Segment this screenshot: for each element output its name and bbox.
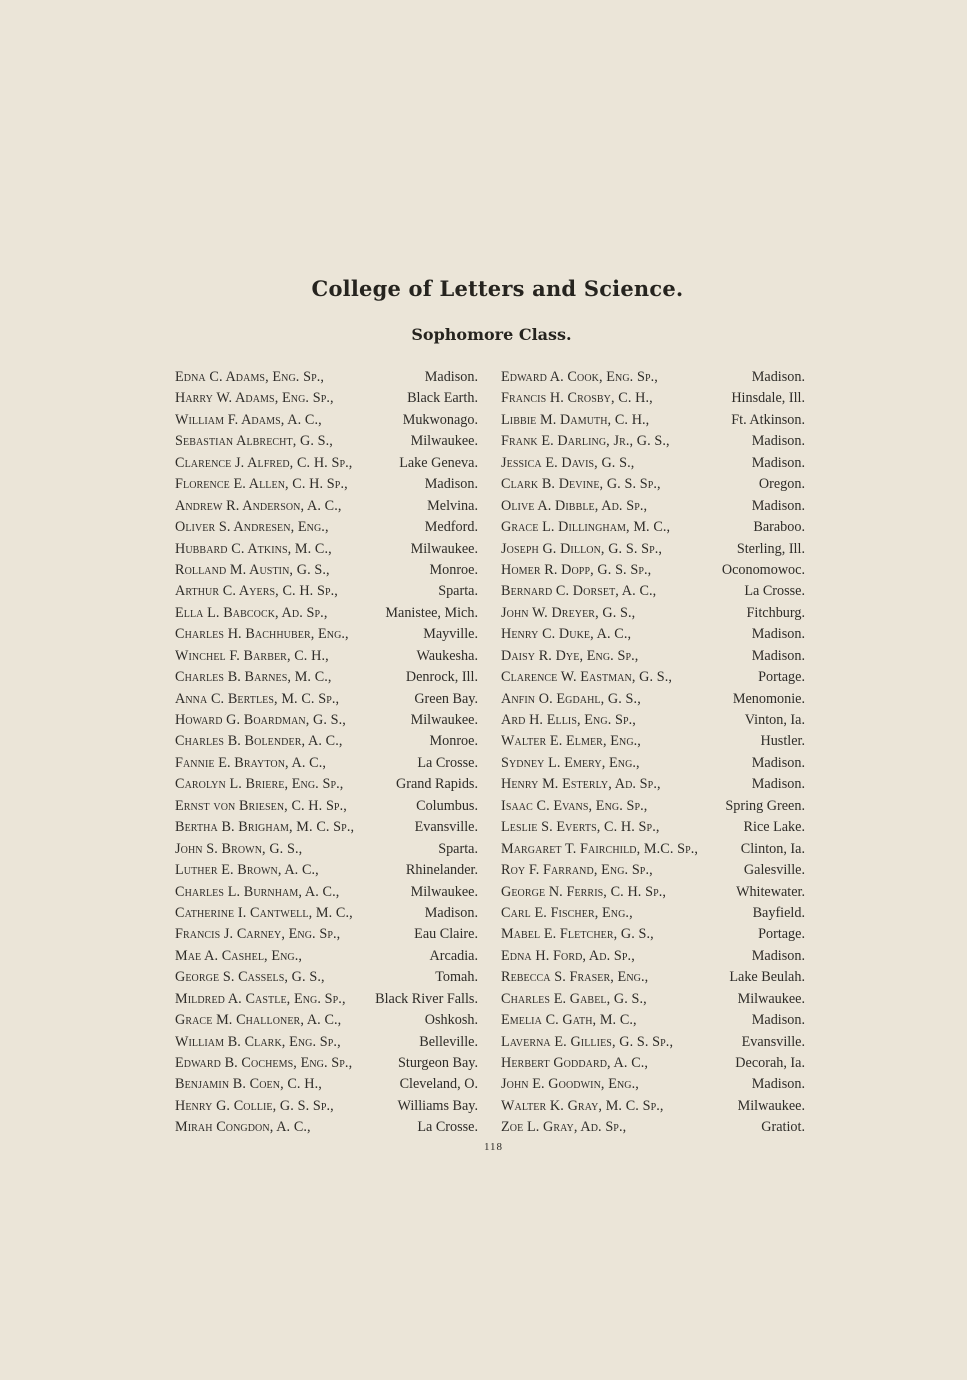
hometown: Evansville. <box>741 1033 805 1050</box>
roster-entry <box>501 903 805 924</box>
student-name: George S. Cassels, G. S., <box>175 969 325 986</box>
hometown: Vinton, Ia. <box>744 712 805 728</box>
student-name: Florence E. Allen, C. H. Sp., <box>175 476 348 493</box>
student-name: Sebastian Albrecht, G. S., <box>175 433 333 450</box>
student-name: Arthur C. Ayers, C. H. Sp., <box>175 583 338 600</box>
student-name: Henry G. Collie, G. S. Sp., <box>175 1097 334 1114</box>
hometown: Galesville. <box>743 862 805 879</box>
hometown: Madison. <box>751 626 805 643</box>
roster-entry <box>501 967 805 988</box>
roster-entry <box>501 431 805 452</box>
roster-entry <box>501 539 805 560</box>
hometown: Gratiot. <box>761 1119 805 1136</box>
hometown: Milwaukee. <box>410 433 478 450</box>
hometown: Denrock, Ill. <box>405 669 478 686</box>
hometown: Madison. <box>751 454 805 471</box>
hometown: Portage. <box>758 926 805 943</box>
student-name: John S. Brown, G. S., <box>175 840 303 857</box>
roster-entry <box>175 839 478 860</box>
student-name: Herbert Goddard, A. C., <box>501 1055 649 1071</box>
hometown: Spring Green. <box>725 797 805 814</box>
hometown: Portage. <box>758 669 805 686</box>
student-name: Ella L. Babcock, Ad. Sp., <box>175 604 328 621</box>
hometown: Milwaukee. <box>410 712 478 728</box>
student-name: Clarence J. Alfred, C. H. Sp., <box>175 454 353 471</box>
student-name: Joseph G. Dillon, G. S. Sp., <box>501 540 663 557</box>
roster-entry <box>175 517 478 538</box>
roster-entry <box>175 860 478 881</box>
student-name: Benjamin B. Coen, C. H., <box>175 1076 322 1093</box>
student-name: William B. Clark, Eng. Sp., <box>175 1033 341 1050</box>
hometown: Madison. <box>751 776 805 793</box>
roster-entry <box>501 667 805 688</box>
left-roster-column <box>175 367 478 1139</box>
roster-entry <box>175 903 478 924</box>
student-name: Ernst von Briesen, C. H. Sp., <box>175 797 347 814</box>
student-name: Clark B. Devine, G. S. Sp., <box>501 476 661 493</box>
roster-entry <box>501 453 805 474</box>
student-name: Henry M. Esterly, Ad. Sp., <box>501 776 661 793</box>
student-name: Charles L. Burnham, A. C., <box>175 883 340 900</box>
student-name: Edna C. Adams, Eng. Sp., <box>175 369 325 385</box>
roster-entry <box>175 689 478 710</box>
student-name: Charles E. Gabel, G. S., <box>501 990 647 1007</box>
student-name: Daisy R. Dye, Eng. Sp., <box>501 647 639 664</box>
roster-entry <box>501 1117 805 1138</box>
roster-entry <box>175 367 478 388</box>
roster-entry <box>175 882 478 903</box>
hometown: Milwaukee. <box>410 883 478 900</box>
hometown: Black Earth. <box>407 390 478 407</box>
student-name: Clarence W. Eastman, G. S., <box>501 669 673 686</box>
roster-entry <box>175 410 478 431</box>
roster-entry <box>175 710 478 731</box>
hometown: Milwaukee. <box>410 540 478 557</box>
student-name: Margaret T. Fairchild, M.C. Sp., <box>501 840 699 857</box>
roster-entry <box>175 817 478 838</box>
roster-entry <box>175 388 478 409</box>
hometown: Milwaukee. <box>737 1097 805 1114</box>
hometown: Milwaukee. <box>737 990 805 1007</box>
roster-entry <box>175 453 478 474</box>
student-name: Henry C. Duke, A. C., <box>501 626 632 643</box>
student-name: Howard G. Boardman, G. S., <box>175 712 346 728</box>
hometown: Monroe. <box>429 733 478 750</box>
roster-entry <box>175 646 478 667</box>
hometown: Madison. <box>751 433 805 450</box>
student-name: John E. Goodwin, Eng., <box>501 1076 639 1093</box>
hometown: Madison. <box>424 476 478 493</box>
hometown: Clinton, Ia. <box>740 840 805 857</box>
hometown: Ft. Atkinson. <box>731 411 805 428</box>
student-name: Bernard C. Dorset, A. C., <box>501 583 657 600</box>
student-name: Luther E. Brown, A. C., <box>175 862 319 879</box>
hometown: Madison. <box>751 497 805 514</box>
student-name: Roy F. Farrand, Eng. Sp., <box>501 862 653 879</box>
hometown: Oshkosh. <box>424 1012 478 1029</box>
hometown: Mayville. <box>423 626 478 643</box>
roster-entry <box>175 796 478 817</box>
student-name: William F. Adams, A. C., <box>175 411 322 428</box>
hometown: Sparta. <box>438 840 478 857</box>
roster-entry <box>175 560 478 581</box>
hometown: Monroe. <box>429 561 478 578</box>
student-name: Mirah Congdon, A. C., <box>175 1119 311 1136</box>
student-name: Mae A. Cashel, Eng., <box>175 947 303 964</box>
student-name: Edna H. Ford, Ad. Sp., <box>501 947 635 964</box>
page-number: 118 <box>483 1141 504 1153</box>
roster-entry <box>501 882 805 903</box>
roster-entry <box>501 474 805 495</box>
hometown: La Crosse. <box>417 754 478 771</box>
roster-entry <box>501 731 805 752</box>
student-name: Fannie E. Brayton, A. C., <box>175 754 327 771</box>
student-name: George N. Ferris, C. H. Sp., <box>501 883 667 900</box>
roster-entry <box>175 667 478 688</box>
hometown: Sterling, Ill. <box>736 540 805 557</box>
roster-entry <box>501 1074 805 1095</box>
student-name: Catherine I. Cantwell, M. C., <box>175 904 353 921</box>
hometown: Manistee, Mich. <box>385 604 478 621</box>
roster-entry <box>175 1096 478 1117</box>
student-name: Bertha B. Brigham, M. C. Sp., <box>175 819 355 836</box>
student-name: Emelia C. Gath, M. C., <box>501 1012 637 1029</box>
roster-entry <box>175 496 478 517</box>
roster-entry <box>175 1010 478 1031</box>
roster-entry <box>501 367 805 388</box>
roster-entry <box>501 839 805 860</box>
hometown: Madison. <box>751 647 805 664</box>
hometown: Madison. <box>424 369 478 385</box>
hometown: Medford. <box>424 519 478 536</box>
roster-entry <box>501 689 805 710</box>
student-name: Libbie M. Damuth, C. H., <box>501 411 650 428</box>
student-name: Carl E. Fischer, Eng., <box>501 904 633 921</box>
hometown: Madison. <box>424 904 478 921</box>
hometown: Fitchburg. <box>746 604 805 621</box>
hometown: Melvina. <box>427 497 478 514</box>
roster-entry <box>175 603 478 624</box>
hometown: Madison. <box>751 754 805 771</box>
roster-entry <box>501 924 805 945</box>
roster-entry <box>175 539 478 560</box>
roster-entry <box>175 624 478 645</box>
roster-entry <box>501 753 805 774</box>
student-name: Laverna E. Gillies, G. S. Sp., <box>501 1033 674 1050</box>
hometown: Columbus. <box>416 797 478 814</box>
student-name: Walter K. Gray, M. C. Sp., <box>501 1097 664 1114</box>
student-name: Charles B. Barnes, M. C., <box>175 669 332 686</box>
hometown: Lake Geneva. <box>399 454 478 471</box>
student-name: Francis J. Carney, Eng. Sp., <box>175 926 341 943</box>
hometown: Rhinelander. <box>405 862 478 879</box>
roster-entry <box>175 1032 478 1053</box>
hometown: Black River Falls. <box>375 990 478 1007</box>
student-name: Grace L. Dillingham, M. C., <box>501 519 671 536</box>
roster-entry <box>175 946 478 967</box>
roster-entry <box>175 967 478 988</box>
hometown: Whitewater. <box>736 883 805 900</box>
page-title: College of Letters and Science. <box>311 276 684 301</box>
roster-entry <box>501 989 805 1010</box>
student-name: Zoe L. Gray, Ad. Sp., <box>501 1119 627 1136</box>
student-name: Frank E. Darling, Jr., G. S., <box>501 433 670 450</box>
roster-entry <box>175 431 478 452</box>
student-name: Anna C. Bertles, M. C. Sp., <box>175 690 340 707</box>
roster-entry <box>501 581 805 602</box>
student-name: Olive A. Dibble, Ad. Sp., <box>501 497 648 514</box>
student-name: Harry W. Adams, Eng. Sp., <box>175 390 334 407</box>
hometown: Sturgeon Bay. <box>398 1055 478 1071</box>
student-name: Andrew R. Anderson, A. C., <box>175 497 342 514</box>
student-name: Rebecca S. Fraser, Eng., <box>501 969 649 986</box>
roster-entry <box>501 496 805 517</box>
student-name: Anfin O. Egdahl, G. S., <box>501 690 641 707</box>
roster-entry <box>175 581 478 602</box>
student-name: Homer R. Dopp, G. S. Sp., <box>501 561 652 578</box>
student-name: Mabel E. Fletcher, G. S., <box>501 926 654 943</box>
roster-entry <box>501 1096 805 1117</box>
hometown: Mukwonago. <box>402 411 478 428</box>
hometown: La Crosse. <box>744 583 805 600</box>
student-name: Mildred A. Castle, Eng. Sp., <box>175 990 346 1007</box>
roster-entry <box>175 774 478 795</box>
hometown: Green Bay. <box>414 690 478 707</box>
hometown: Eau Claire. <box>414 926 478 943</box>
hometown: Baraboo. <box>753 519 805 536</box>
roster-entry <box>175 1074 478 1095</box>
student-name: Ard H. Ellis, Eng. Sp., <box>501 712 636 728</box>
hometown: Madison. <box>751 1012 805 1029</box>
hometown: Williams Bay. <box>397 1097 478 1114</box>
hometown: Arcadia. <box>429 947 478 964</box>
hometown: Oregon. <box>758 476 805 493</box>
roster-entry <box>501 1053 805 1074</box>
hometown: Grand Rapids. <box>396 776 478 793</box>
student-name: Isaac C. Evans, Eng. Sp., <box>501 797 648 814</box>
roster-entry <box>501 603 805 624</box>
hometown: Bayfield. <box>752 904 805 921</box>
student-name: Jessica E. Davis, G. S., <box>501 454 635 471</box>
roster-entry <box>501 946 805 967</box>
roster-entry <box>501 1010 805 1031</box>
student-name: Charles B. Bolender, A. C., <box>175 733 343 750</box>
hometown: Rice Lake. <box>743 819 805 836</box>
roster-entry <box>175 924 478 945</box>
hometown: Tomah. <box>435 969 478 986</box>
student-name: Leslie S. Everts, C. H. Sp., <box>501 819 660 836</box>
hometown: Cleveland, O. <box>399 1076 478 1093</box>
student-name: Rolland M. Austin, G. S., <box>175 561 330 578</box>
roster-entry <box>501 860 805 881</box>
student-name: Walter E. Elmer, Eng., <box>501 733 641 750</box>
hometown: Madison. <box>751 947 805 964</box>
roster-entry <box>501 624 805 645</box>
student-name: Oliver S. Andresen, Eng., <box>175 519 329 536</box>
student-name: Grace M. Challoner, A. C., <box>175 1012 342 1029</box>
hometown: Lake Beulah. <box>729 969 805 986</box>
student-name: Charles H. Bachhuber, Eng., <box>175 626 349 643</box>
student-name: Edward A. Cook, Eng. Sp., <box>501 369 658 385</box>
roster-entry <box>175 753 478 774</box>
hometown: Sparta. <box>438 583 478 600</box>
hometown: Madison. <box>751 1076 805 1093</box>
student-name: Edward B. Cochems, Eng. Sp., <box>175 1055 353 1071</box>
roster-entry <box>501 1032 805 1053</box>
roster-entry <box>175 731 478 752</box>
hometown: Oconomowoc. <box>721 561 805 578</box>
student-name: Sydney L. Emery, Eng., <box>501 754 640 771</box>
class-heading: Sophomore Class. <box>411 325 572 344</box>
roster-entry <box>501 388 805 409</box>
hometown: Hustler. <box>760 733 805 750</box>
roster-entry <box>175 1117 478 1138</box>
hometown: Belleville. <box>419 1033 478 1050</box>
roster-entry <box>501 710 805 731</box>
roster-entry <box>501 410 805 431</box>
hometown: Waukesha. <box>416 647 478 664</box>
hometown: Menomonie. <box>732 690 805 707</box>
roster-entry <box>501 560 805 581</box>
roster-entry <box>501 796 805 817</box>
student-name: Hubbard C. Atkins, M. C., <box>175 540 332 557</box>
right-roster-column <box>501 367 805 1139</box>
roster-entry <box>501 817 805 838</box>
roster-entry <box>175 474 478 495</box>
roster-entry <box>501 517 805 538</box>
student-name: John W. Dreyer, G. S., <box>501 604 636 621</box>
roster-entry <box>175 1053 478 1074</box>
hometown: Madison. <box>751 369 805 385</box>
hometown: La Crosse. <box>417 1119 478 1136</box>
roster-entry <box>501 646 805 667</box>
hometown: Decorah, Ia. <box>735 1055 805 1071</box>
student-name: Winchel F. Barber, C. H., <box>175 647 329 664</box>
student-name: Carolyn L. Briere, Eng. Sp., <box>175 776 344 793</box>
student-name: Francis H. Crosby, C. H., <box>501 390 653 407</box>
hometown: Evansville. <box>414 819 478 836</box>
hometown: Hinsdale, Ill. <box>731 390 805 407</box>
roster-entry <box>501 774 805 795</box>
roster-entry <box>175 989 478 1010</box>
